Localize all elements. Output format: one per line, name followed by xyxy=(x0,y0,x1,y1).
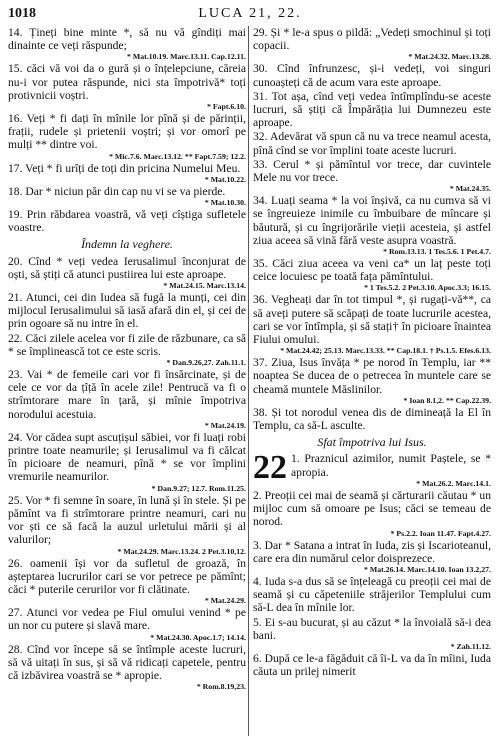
verse-text: 14. Țineți bine minte *, să nu vă gîndiți mai dinainte ce veți răspunde; xyxy=(8,26,246,53)
verse-text: 22. Căci zilele acelea vor fi zile de răzbunare, ca să * se împlinească tot ce este scris. xyxy=(8,331,246,358)
cross-reference: * Rom.8.19,23. xyxy=(196,682,246,692)
verse xyxy=(8,606,246,641)
cross-reference: * Zah.11.12. xyxy=(450,641,491,651)
cross-reference: * Mat.26.14. Marc.14.10. Ioan 13.2,27. xyxy=(364,564,491,574)
page-header xyxy=(8,6,492,22)
verse-text: 29. Și * le-a spus o pildă: „Vedeți smochinul și toți copacii. xyxy=(253,26,491,53)
verse xyxy=(253,616,491,651)
verse xyxy=(253,406,491,432)
verse-text: 30. Cînd înfrunzesc, și-i vedeți, voi singuri cunoașteți că de acum vara este aproape. xyxy=(253,62,491,89)
page-number: 1018 xyxy=(8,6,36,21)
left-column xyxy=(8,26,246,692)
cross-reference: * Mat.24.42; 25.13. Marc.13.33. ** Cap.18.1. † Ps.1.5. Efes.6.13. xyxy=(280,346,491,356)
cross-reference: * 1 Tes.5.2. 2 Pet.3.10. Apoc.3.3; 16.15. xyxy=(364,283,491,293)
verse xyxy=(8,162,246,184)
cross-reference: * Mat.10.30. xyxy=(204,198,246,208)
cross-reference: * Dan.9.26,27. Zah.11.1. xyxy=(166,358,246,368)
cross-reference: * Mat.26.2. Marc.14.1. xyxy=(416,478,491,488)
verse-text: 35. Căci ziua aceea va veni ca* un laț peste toți ceice locuiesc pe toată fața pămîntului. xyxy=(253,257,491,284)
verse-text: 21. Atunci, cei din Iudea să fugă la munți, cei din mijlocul Ierusalimului să iasă afară din el, și cei de prin ogoare să nu intre în el. xyxy=(8,291,246,331)
verse xyxy=(8,112,246,161)
cross-reference: * Mat.24.15. Marc.13.14. xyxy=(163,281,246,291)
verse xyxy=(253,452,491,487)
verse-text: 15. căci vă voi da o gură și o înțelepciune, căreia nu-i vor putea răspunde, nici sta împotrivă* toți protivnicii voștri. xyxy=(8,62,246,102)
verse-text: 37. Ziua, Isus învăța * pe norod în Templu, iar ** noaptea Se ducea de o petrecea în muntele care se cheamă muntele Măslinilor. xyxy=(253,356,491,396)
verse-text: 3. Dar * Satana a intrat în Iuda, zis și Iscarioteanul, care era din numărul celor doisprezece. xyxy=(253,538,491,565)
cross-reference: * Ioan 8.1,2. ** Cap.22.39. xyxy=(403,395,491,405)
verse xyxy=(8,291,246,331)
cross-reference: * Mat.24.30. Apoc.1.7; 14.14. xyxy=(150,632,246,642)
verse xyxy=(253,130,491,156)
verse xyxy=(253,194,491,256)
cross-reference: * Mat.24.29. xyxy=(204,596,246,606)
cross-reference: * Mat.24.19. xyxy=(204,420,246,430)
verse-text: 34. Luați seama * la voi înșivă, ca nu cumva să vi se îngreuieze inimile cu îmbuibare de mîncare și băutură, și cu îngrijorările vieții acesteia, și astfel ziua aceea să vină fără veste asupra voastră. xyxy=(253,194,491,247)
verse xyxy=(8,62,246,111)
verse-text: 19. Prin răbdarea voastră, vă veți cîștiga sufletele voastre. xyxy=(8,208,246,235)
verse xyxy=(8,332,246,367)
verse xyxy=(253,652,491,678)
verse-text: 25. Vor * fi semne în soare, în lună și în stele. Și pe pămînt va fi strîmtorare printre neamuri, cari nu vor ști ce să facă la auzul urletului mării și al valurilor; xyxy=(8,493,246,547)
verse xyxy=(253,90,491,130)
cross-reference: * Rom.13.13. 1 Tes.5.6. 1 Pet.4.7. xyxy=(383,247,491,257)
verse-text: 33. Cerul * și pămîntul vor trece, dar cuvintele Mele nu vor trece. xyxy=(253,157,491,185)
section-heading: Sfat împotriva lui Isus. xyxy=(317,435,427,450)
verse-text: 1. Praznicul azimilor, numit Paștele, se * apropia. xyxy=(291,452,491,479)
cross-reference: * Mat.10.19. Marc.13.11. Cap.12.11. xyxy=(127,52,246,62)
verse-text: 6. După ce le-a făgăduit că îi-L va da în mîini, Iuda căuta un prilej nimerit xyxy=(253,651,491,679)
cross-reference: * Fapt.6.10. xyxy=(207,102,246,112)
verse-text: 17. Veți * fi urîți de toți din pricina Numelui Meu. xyxy=(8,161,241,175)
verse xyxy=(253,489,491,538)
verse-text: 5. Ei s-au bucurat, și au căzut * la învoială să-i dea bani. xyxy=(253,615,491,642)
verse xyxy=(8,208,246,234)
verse-text: 20. Cînd * veți vedea Ierusalimul înconjurat de oști, să știți că atunci pustiirea lui este aproape. xyxy=(8,254,246,281)
column-divider xyxy=(248,26,249,736)
chapter-number: 22 xyxy=(253,452,287,487)
cross-reference: * Mat.24.35. xyxy=(449,184,491,194)
verse-text: 36. Vegheați dar în tot timpul *, și rugați-vă**, ca să aveți putere să scăpați de toate lucrurile acestea, cari se vor întîmpla, și să stați† în picioare înaintea Fiului omului. xyxy=(253,293,491,347)
cross-reference: * Ps.2.2. Ioan 11.47. Fapt.4.27. xyxy=(390,528,491,538)
verse xyxy=(253,539,491,574)
verse xyxy=(253,356,491,405)
verse xyxy=(8,185,246,207)
section-heading: Îndemn la veghere. xyxy=(81,237,173,252)
verse xyxy=(253,575,491,615)
cross-reference: * Mat.10.22. xyxy=(204,174,246,184)
verse-text: 28. Cînd vor începe să se întîmple aceste lucruri, să vă uitați în sus, și să vă ridicați capetele, pentru că izbăvirea voastră se * apropie. xyxy=(8,642,246,682)
verse-text: 24. Vor cădea supt ascuțișul săbiei, vor fi luați robi printre toate neamurile; și Ierusalimul va fi călcat în picioare de neamuri, pînă * se vor împlini vremurile neamurilor. xyxy=(8,430,246,484)
verse xyxy=(253,62,491,88)
verse-text: 32. Adevărat vă spun că nu va trece neamul acesta, pînă cînd se vor împlini toate aceste lucruri. xyxy=(253,130,491,157)
verse-text: 26. oamenii își vor da sufletul de groază, în așteptarea lucrurilor cari se vor petrece pe pămînt; căci * puterile cerurilor vor fi clătinate. xyxy=(8,556,246,596)
verse-text: 31. Tot așa, cînd veți vedea întîmplîndu-se aceste lucruri, să știți că Împărăția lui Dumnezeu este aproape. xyxy=(253,89,491,130)
verse xyxy=(8,26,246,61)
verse xyxy=(8,255,246,290)
verse xyxy=(253,26,491,61)
page-title: LUCA 21, 22. xyxy=(198,6,302,21)
verse xyxy=(253,257,491,292)
verse-text: 18. Dar * niciun păr din cap nu vi se va pierde. xyxy=(8,184,226,198)
right-column xyxy=(253,26,491,679)
verse xyxy=(253,158,491,193)
cross-reference: * Mat.24.29. Marc.13.24. 2 Pet.3.10,12. xyxy=(117,546,246,556)
verse xyxy=(8,431,246,493)
cross-reference: * Mic.7.6. Marc.13.12. ** Fapt.7.59; 12.2. xyxy=(109,151,246,161)
verse xyxy=(8,368,246,430)
verse xyxy=(253,293,491,355)
verse-text: 38. Și tot norodul venea dis de dimineață la El în Templu, ca să-L asculte. xyxy=(253,405,491,433)
verse-text: 16. Veți * fi dați în mînile lor pînă și de părinții, frații, rudele și prietenii voștri; și vor omorî pe mulți ** dintre voi. xyxy=(8,112,246,152)
verse-text: 27. Atunci vor vedea pe Fiul omului venind * pe un nor cu putere și slavă mare. xyxy=(8,606,246,633)
verse-text: 2. Preoții cei mai de seamă și cărturarii căutau * un mijloc cum să omoare pe Isus; căci se temeau de norod. xyxy=(253,488,491,529)
verse xyxy=(8,643,246,692)
verse-text: 23. Vai * de femeile cari vor fi însărcinate, și de cele ce vor da țîță în acele zile! Pentrucă va fi o strîmtorare mare în țară, și mînie împotriva norodului acestuia. xyxy=(8,368,246,421)
verse xyxy=(8,557,246,606)
cross-reference: * Mat.24.32. Marc.13.28. xyxy=(408,52,491,62)
verse xyxy=(8,494,246,556)
cross-reference: * Dan.9.27; 12.7. Rom.11.25. xyxy=(151,483,246,493)
verse-text: 4. Iuda s-a dus să se înțeleagă cu preoții cei mai de seamă și cu căpeteniile străjerilor Templului cum să-L dea în mînile lor. xyxy=(253,574,491,615)
